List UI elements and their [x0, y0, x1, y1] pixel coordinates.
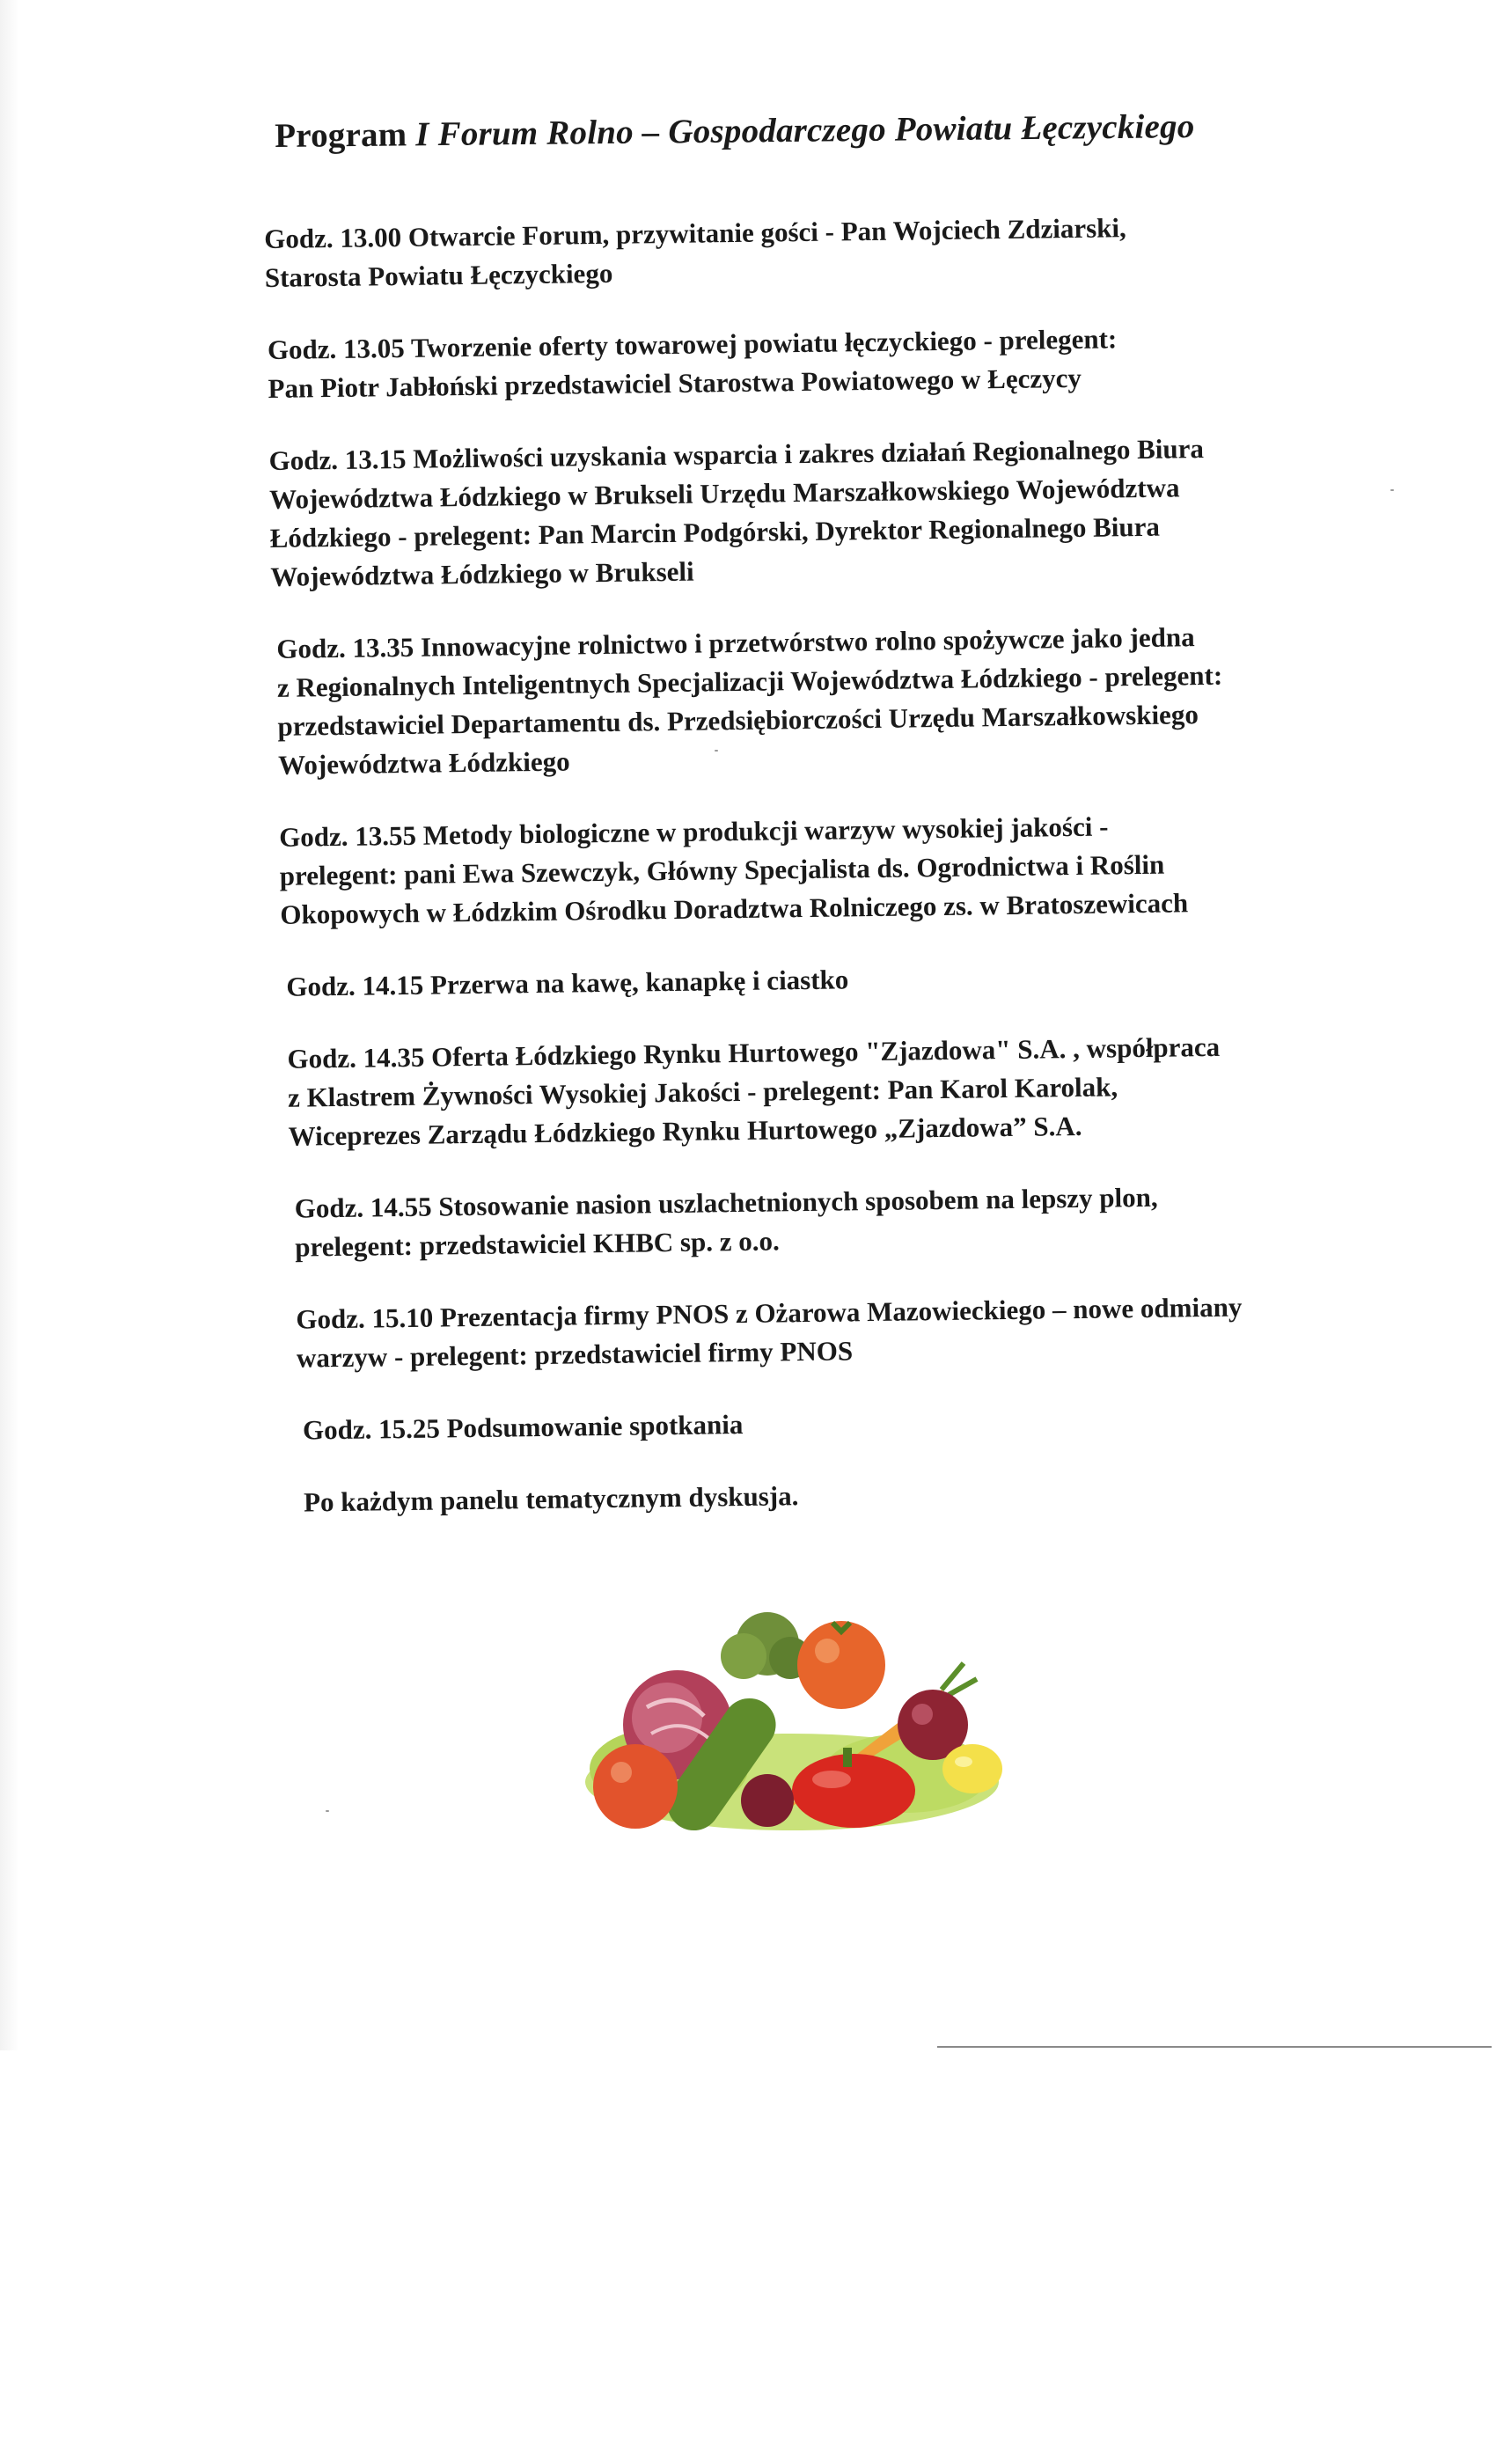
scan-speck: [1390, 489, 1394, 491]
program-item-1415: Godz. 14.15 Przerwa na kawę, kanapkę i ciastko: [286, 964, 849, 1002]
program-item-1355: Godz. 13.55 Metody biologiczne w produkcji warzyw wysokiej jakości - prelegent: pani Ewa Szewczyk, Główny Specjalista ds. Ogrodnictwa i Roślin Okopowych w Łódzkim Ośrodku Doradztwa Rolniczego zs. w Bratoszewicach: [278, 810, 1189, 930]
scan-speck: [326, 1810, 329, 1812]
program-item-1305: Godz. 13.05 Tworzenie oferty towarowej powiatu łęczyckiego - prelegent: Pan Piotr Jabłoński przedstawiciel Starostwa Powiatowego w Łęczycy: [267, 323, 1118, 404]
scan-speck: [715, 750, 718, 752]
program-item-1300: Godz. 13.00 Otwarcie Forum, przywitanie gości - Pan Wojciech Zdziarski, Starosta Powiatu Łęczyckiego: [264, 212, 1126, 293]
closing-note: Po każdym panelu tematycznym dyskusja.: [303, 1480, 799, 1518]
program-list: [264, 206, 1337, 1522]
vegetables-illustration: [563, 1593, 1021, 1848]
program-item-1435: Godz. 14.35 Oferta Łódzkiego Rynku Hurtowego "Zjazdowa" S.A. , współpraca z Klastrem Żywności Wysokiej Jakości - prelegent: Pan Karol Karolak, Wiceprezes Zarządu Łódzkiego Rynku Hurtowego „Zjazdowa” S.A.: [287, 1030, 1221, 1152]
bottom-rule: [937, 2046, 1492, 2048]
title-regular: Program: [275, 115, 416, 155]
title-italic: I Forum Rolno – Gospodarczego Powiatu Łęczyckiego: [415, 107, 1195, 154]
program-item-1510: Godz. 15.10 Prezentacja firmy PNOS z Ożarowa Mazowieckiego – nowe odmiany warzyw - prelegent: przedstawiciel firmy PNOS: [296, 1291, 1243, 1374]
page-title: [275, 106, 1195, 156]
program-item-1335: Godz. 13.35 Innowacyjne rolnictwo i przetwórstwo rolno spożywcze jako jedna z Regionalnych Inteligentnych Specjalizacji Województwa Łódzkiego - prelegent: przedstawiciel Departamentu ds. Przedsiębiorczości Urzędu Marszałkowskiego Województwa Łódzkiego: [276, 621, 1223, 781]
scan-edge-shadow: [0, 0, 19, 2050]
program-item-1315: Godz. 13.15 Możliwości uzyskania wsparcia i zakres działań Regionalnego Biura Województwa Łódzkiego w Brukseli Urzędu Marszałkowskiego Województwa Łódzkiego - prelegent: Pan Marcin Podgórski, Dyrektor Regionalnego Biura Województwa Łódzkiego w Brukseli: [268, 433, 1205, 592]
program-item-1525: Godz. 15.25 Podsumowanie spotkania: [302, 1408, 744, 1446]
program-item-1455: Godz. 14.55 Stosowanie nasion uszlachetnionych sposobem na lepszy plon, prelegent: przedstawiciel KHBC sp. z o.o.: [294, 1181, 1158, 1263]
